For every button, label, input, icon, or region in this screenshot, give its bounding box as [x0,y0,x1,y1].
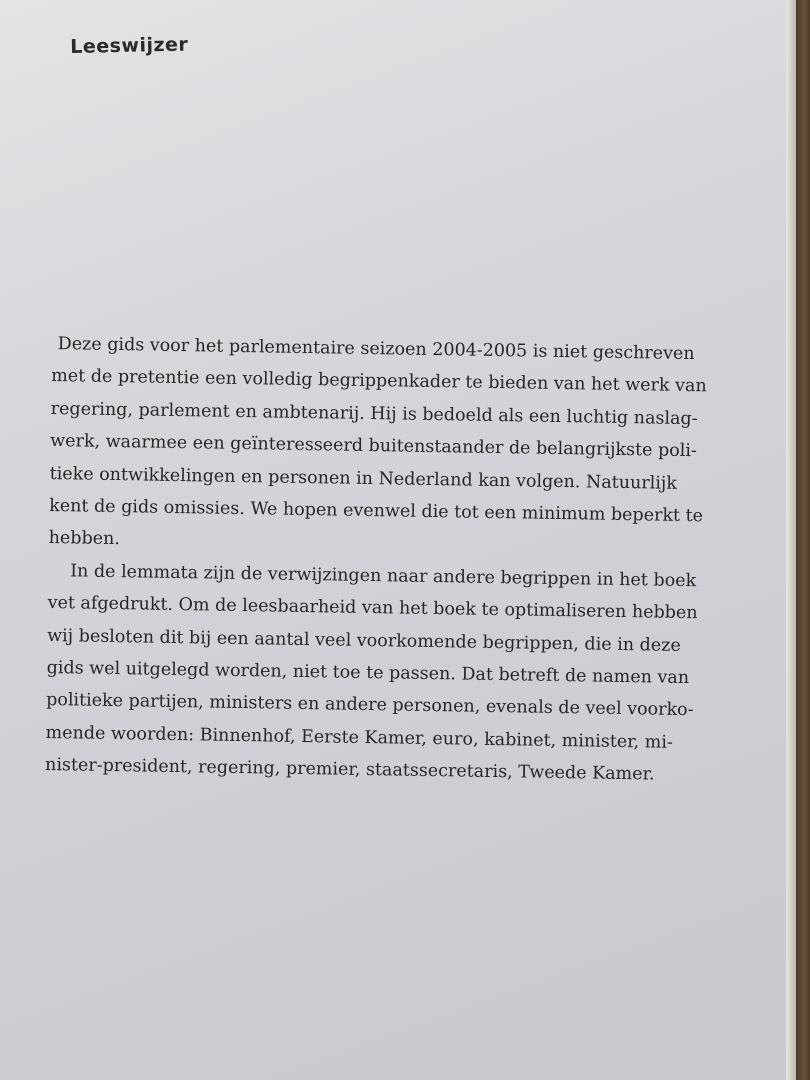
page-heading: Leeswijzer [70,33,189,58]
text-line: met de pretentie een volledig begrippenkader te bieden van het werk van [51,366,707,397]
text-line: werk, waarmee een geïnteresseerd buitenstaander de belangrijkste poli- [50,431,698,462]
table-surface [796,0,810,1080]
text-line: vet afgedrukt. Om de leesbaarheid van het boek te optimaliseren hebben [47,593,698,624]
text-line: tieke ontwikkelingen en personen in Nederland kan volgen. Natuurlijk [49,463,678,494]
text-line: nister-president, regering, premier, staatssecretaris, Tweede Kamer. [44,755,655,785]
text-line: mende woorden: Binnenhof, Eerste Kamer, euro, kabinet, minister, mi- [45,722,674,753]
text-line: Deze gids voor het parlementaire seizoen 2004-2005 is niet geschreven [57,334,695,365]
paragraph-1 [48,328,723,565]
text-line: hebben. [48,528,121,550]
text-line: kent de gids omissies. We hopen evenwel die tot een minimum beperkt te [49,496,704,527]
body-text [45,328,724,792]
text-line: In de lemmata zijn de verwijzingen naar andere begrippen in het boek [70,561,697,591]
text-line: gids wel uitgelegd worden, niet toe te passen. Dat betreft de namen van [46,658,690,689]
text-line: politieke partijen, ministers en andere personen, evenals de veel voorko- [45,690,694,721]
text-line: wij besloten dit bij een aantal veel voorkomende begrippen, die in deze [47,625,681,656]
paragraph-2 [45,555,720,792]
text-line: regering, parlement en ambtenarij. Hij is bedoeld als een luchtig naslag- [50,398,698,429]
